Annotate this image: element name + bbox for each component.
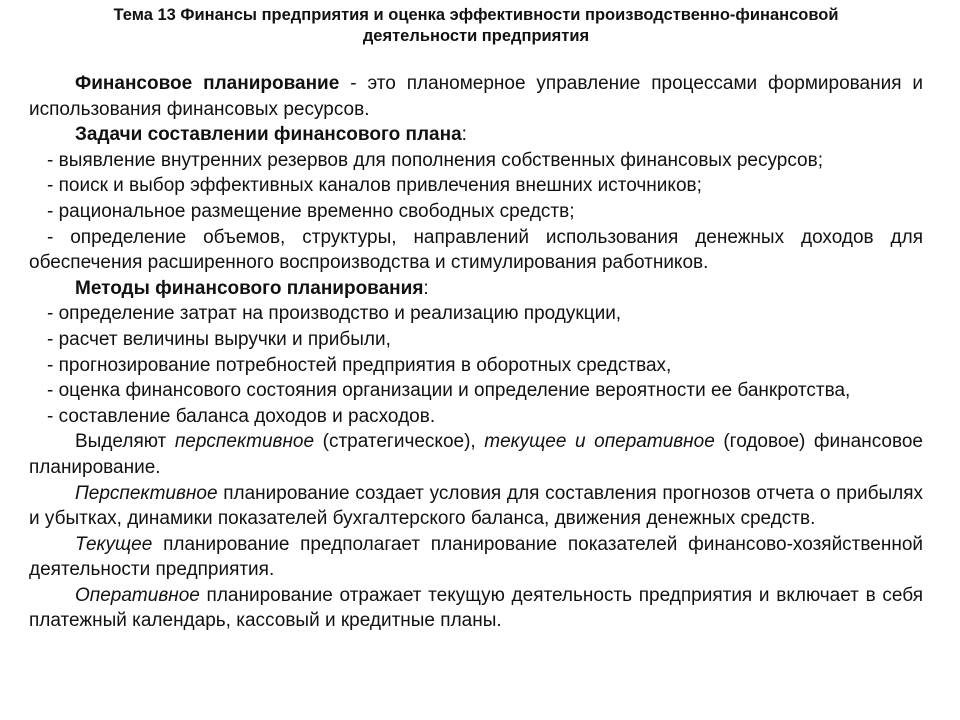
- definition-paragraph: [29, 71, 923, 122]
- definition-term: Финансовое планирование: [75, 73, 340, 94]
- task-item: - выявление внутренних резервов для пополнения собственных финансовых ресурсов;: [47, 149, 823, 171]
- types-text-3: (годовое) финансовое планирование.: [29, 431, 923, 478]
- task-item: - определение объемов, структуры, направлений использования денежных доходов для обеспечения расширенного воспроизводства и стимулирования работников.: [29, 226, 923, 274]
- current-paragraph: [29, 532, 923, 583]
- operative-term: Оперативное: [75, 584, 200, 606]
- method-item: - оценка финансового состояния организации и определение вероятности ее банкротства,: [47, 380, 851, 402]
- types-current-operative: текущее и оперативное: [484, 431, 715, 453]
- task-item: - поиск и выбор эффективных каналов привлечения внешних источников;: [47, 175, 702, 197]
- planning-types-paragraph: [29, 429, 923, 480]
- methods-heading: [29, 276, 923, 302]
- methods-heading-text: Методы финансового планирования: [75, 277, 424, 299]
- method-item: - составление баланса доходов и расходов.: [47, 405, 436, 427]
- types-text-2: (стратегическое),: [314, 431, 485, 453]
- slide-title: [29, 0, 923, 47]
- tasks-heading: [29, 122, 923, 148]
- tasks-heading-text: Задачи составлении финансового плана: [75, 124, 462, 146]
- types-perspective: перспективное: [174, 431, 315, 453]
- perspective-term: Перспективное: [75, 482, 218, 504]
- tasks-heading-colon: :: [461, 124, 467, 146]
- current-text: планирование предполагает планирование показателей финансово-хозяйственной деятельности предприятия.: [29, 533, 923, 581]
- title-line-1: Тема 13 Финансы предприятия и оценка эффективности производственно-финансовой: [113, 6, 839, 24]
- perspective-text: планирование создает условия для составления прогнозов отчета о прибылях и убытках, динамики показателей бухгалтерского баланса, движения денежных средств.: [29, 482, 923, 530]
- types-text-1: Выделяют: [75, 431, 175, 453]
- method-item: - расчет величины выручки и прибыли,: [47, 328, 391, 350]
- operative-paragraph: [29, 583, 923, 634]
- perspective-paragraph: [29, 481, 923, 532]
- methods-heading-colon: :: [423, 277, 429, 299]
- method-item: - определение затрат на производство и реализацию продукции,: [47, 303, 622, 325]
- slide-body: [29, 71, 923, 634]
- operative-text: планирование отражает текущую деятельность предприятия и включает в себя платежный календарь, кассовый и кредитные планы.: [29, 584, 923, 632]
- task-item: - рациональное размещение временно свободных средств;: [47, 200, 575, 222]
- method-item: - прогнозирование потребностей предприятия в оборотных средствах,: [47, 354, 672, 376]
- current-term: Текущее: [75, 533, 153, 555]
- title-line-2: деятельности предприятия: [362, 27, 590, 45]
- definition-text: - это планомерное управление процессами формирования и использования финансовых ресурсов.: [29, 73, 924, 120]
